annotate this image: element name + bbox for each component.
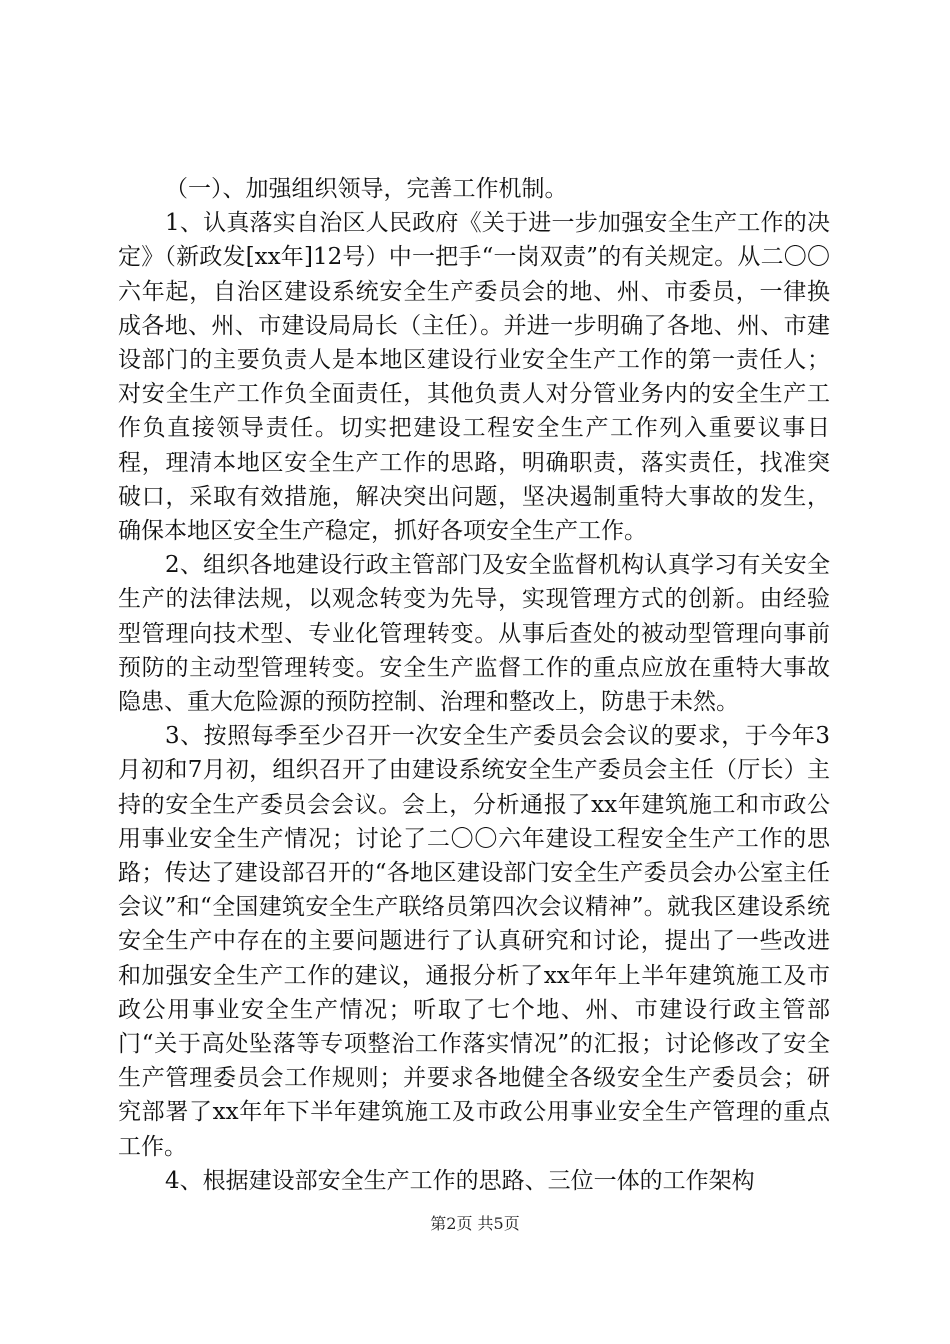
page-footer: 第2页 共5页 (430, 1214, 520, 1233)
document-body (118, 172, 830, 1198)
paragraph-1: 1、认真落实自治区人民政府《关于进一步加强安全生产工作的决定》（新政发[xx年]12号）中一把手“一岗双责”的有关规定。从二〇〇六年起，自治区建设系统安全生产委员会的地、州、市委员，一律换成各地、州、市建设局局长（主任）。并进一步明确了各地、州、市建设部门的主要负责人是本地区建设行业安全生产工作的第一责任人；对安全生产工作负全面责任，其他负责人对分管业务内的安全生产工作负直接领导责任。切实把建设工程安全生产工作列入重要议事日程，理清本地区安全生产工作的思路，明确职责，落实责任，找准突破口，采取有效措施，解决突出问题，坚决遏制重特大事故的发生，确保本地区安全生产稳定，抓好各项安全生产工作。 (118, 210, 830, 545)
section-heading: （一）、加强组织领导，完善工作机制。 (165, 176, 568, 202)
paragraph-2: 2、组织各地建设行政主管部门及安全监督机构认真学习有关安全生产的法律法规，以观念转变为先导，实现管理方式的创新。由经验型管理向技术型、专业化管理转变。从事后查处的被动型管理向事前预防的主动型管理转变。安全生产监督工作的重点应放在重特大事故隐患、重大危险源的预防控制、治理和整改上，防患于未然。 (118, 552, 830, 716)
paragraph-4: 4、根据建设部安全生产工作的思路、三位一体的工作架构 (165, 1167, 755, 1194)
paragraph-3: 3、按照每季至少召开一次安全生产委员会会议的要求，于今年3月初和7月初，组织召开了由建设系统安全生产委员会主任（厅长）主持的安全生产委员会会议。会上，分析通报了xx年建筑施工和市政公用事业安全生产情况；讨论了二〇〇六年建设工程安全生产工作的思路；传达了建设部召开的“各地区建设部门安全生产委员会办公室主任会议”和“全国建筑安全生产联络员第四次会议精神”。就我区建设系统安全生产中存在的主要问题进行了认真研究和讨论，提出了一些改进和加强安全生产工作的建议，通报分析了xx年年上半年建筑施工及市政公用事业安全生产情况；听取了七个地、州、市建设行政主管部门“关于高处坠落等专项整治工作落实情况”的汇报；讨论修改了安全生产管理委员会工作规则；并要求各地健全各级安全生产委员会；研究部署了xx年年下半年建筑施工及市政公用事业安全生产管理的重点工作。 (118, 723, 830, 1160)
